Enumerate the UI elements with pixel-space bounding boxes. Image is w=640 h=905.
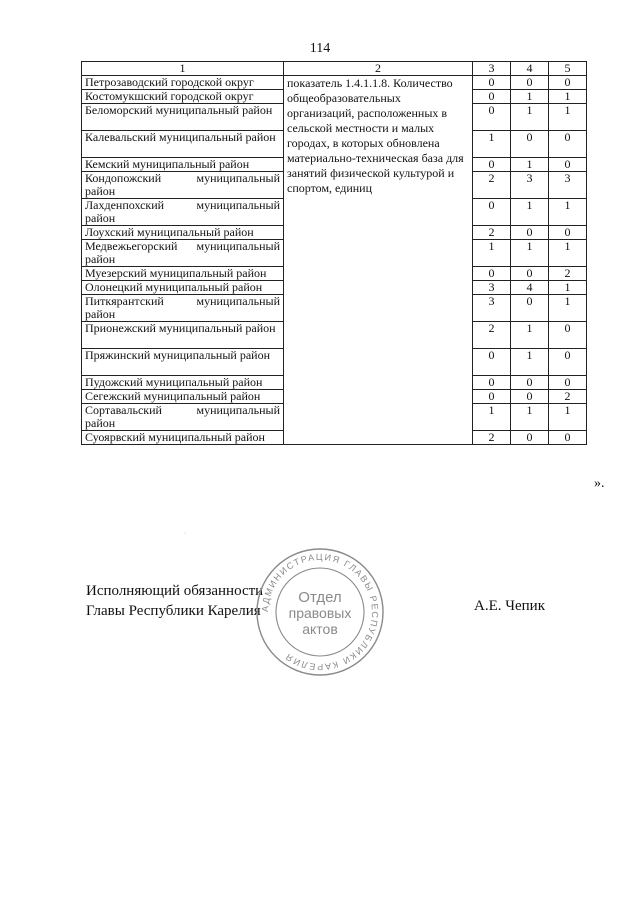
value-cell-col-3: 2 [473,226,511,240]
value-cell-col-5: 3 [549,172,587,199]
signatory-title-line-2: Главы Республики Карелия [86,603,261,619]
value-cell-col-5: 1 [549,90,587,104]
value-cell-col-3: 1 [473,240,511,267]
value-cell-col-5: 1 [549,404,587,431]
value-cell-col-3: 0 [473,90,511,104]
stamp-seal-graphic [254,546,386,678]
table-row [82,76,587,90]
closing-quote: ». [594,476,605,491]
value-cell-col-4: 0 [511,267,549,281]
value-cell-col-4: 1 [511,90,549,104]
district-name: Сегежский муниципальный район [82,390,284,404]
indicator-description: показатель 1.4.1.1.8. Количество общеобразовательных организаций, расположенных в сельской местности и малых городах, в которых обновлена материально-техническая база для занятий физической культурой и спортом, единиц [284,76,473,445]
value-cell-col-3: 0 [473,76,511,90]
district-name: Прионежский муниципальный район [82,322,284,349]
district-name: Беломорский муниципальный район [82,104,284,131]
district-name: Кемский муниципальный район [82,158,284,172]
official-stamp [254,546,386,678]
value-cell-col-3: 3 [473,295,511,322]
district-name: Питкярантский муниципальный район [82,295,284,322]
value-cell-col-4: 0 [511,431,549,445]
value-cell-col-5: 0 [549,349,587,376]
value-cell-col-4: 3 [511,172,549,199]
district-name: Сортавальский муниципальный район [82,404,284,431]
value-cell-col-5: 0 [549,226,587,240]
value-cell-col-3: 3 [473,281,511,295]
value-cell-col-5: 0 [549,131,587,158]
value-cell-col-5: 0 [549,76,587,90]
value-cell-col-3: 0 [473,376,511,390]
district-name: Муезерский муниципальный район [82,267,284,281]
value-cell-col-5: 2 [549,390,587,404]
signatory-name: А.Е. Чепик [474,598,545,614]
district-name: Пудожский муниципальный район [82,376,284,390]
district-name: Костомукшский городской округ [82,90,284,104]
value-cell-col-4: 0 [511,226,549,240]
value-cell-col-3: 0 [473,158,511,172]
value-cell-col-4: 1 [511,404,549,431]
value-cell-col-5: 0 [549,158,587,172]
signatory-title [86,581,263,621]
district-name: Олонецкий муниципальный район [82,281,284,295]
value-cell-col-4: 4 [511,281,549,295]
district-name: Медвежьегорский муниципальный район [82,240,284,267]
column-header-5: 5 [549,62,587,76]
value-cell-col-4: 1 [511,158,549,172]
value-cell-col-5: 0 [549,431,587,445]
value-cell-col-3: 1 [473,404,511,431]
signatory-title-line-1: Исполняющий обязанности [86,583,264,599]
scan-mark: · [184,531,186,537]
value-cell-col-4: 0 [511,131,549,158]
district-name: Лахденпохский муниципальный район [82,199,284,226]
value-cell-col-5: 1 [549,199,587,226]
value-cell-col-5: 0 [549,376,587,390]
value-cell-col-4: 0 [511,376,549,390]
value-cell-col-4: 1 [511,240,549,267]
district-name: Петрозаводский городской округ [82,76,284,90]
value-cell-col-4: 1 [511,322,549,349]
value-cell-col-4: 1 [511,199,549,226]
value-cell-col-3: 0 [473,199,511,226]
value-cell-col-3: 2 [473,172,511,199]
value-cell-col-3: 0 [473,104,511,131]
value-cell-col-5: 1 [549,295,587,322]
value-cell-col-4: 0 [511,295,549,322]
value-cell-col-3: 0 [473,349,511,376]
column-header-4: 4 [511,62,549,76]
value-cell-col-3: 2 [473,431,511,445]
column-header-3: 3 [473,62,511,76]
value-cell-col-5: 2 [549,267,587,281]
table-header-row [82,62,587,76]
value-cell-col-4: 0 [511,76,549,90]
value-cell-col-3: 1 [473,131,511,158]
column-header-2: 2 [284,62,473,76]
district-name: Лоухский муниципальный район [82,226,284,240]
value-cell-col-5: 1 [549,240,587,267]
value-cell-col-3: 2 [473,322,511,349]
stamp-center-line-2: правовых [288,605,352,621]
value-cell-col-5: 0 [549,322,587,349]
value-cell-col-4: 1 [511,104,549,131]
indicator-table [81,61,587,445]
value-cell-col-4: 0 [511,390,549,404]
value-cell-col-4: 1 [511,349,549,376]
stamp-ring-text: АДМИНИСТРАЦИЯ ГЛАВЫ РЕСПУБЛИКИ КАРЕЛИЯ [259,551,381,673]
value-cell-col-5: 1 [549,281,587,295]
value-cell-col-3: 0 [473,267,511,281]
district-name: Пряжинский муниципальный район [82,349,284,376]
district-name: Калевальский муниципальный район [82,131,284,158]
district-name: Кондопожский муниципальный район [82,172,284,199]
column-header-1: 1 [82,62,284,76]
value-cell-col-5: 1 [549,104,587,131]
value-cell-col-3: 0 [473,390,511,404]
stamp-center-line-3: актов [302,621,338,637]
page-number: 114 [309,41,331,56]
stamp-center-line-1: Отдел [298,589,342,606]
district-name: Суоярвский муниципальный район [82,431,284,445]
